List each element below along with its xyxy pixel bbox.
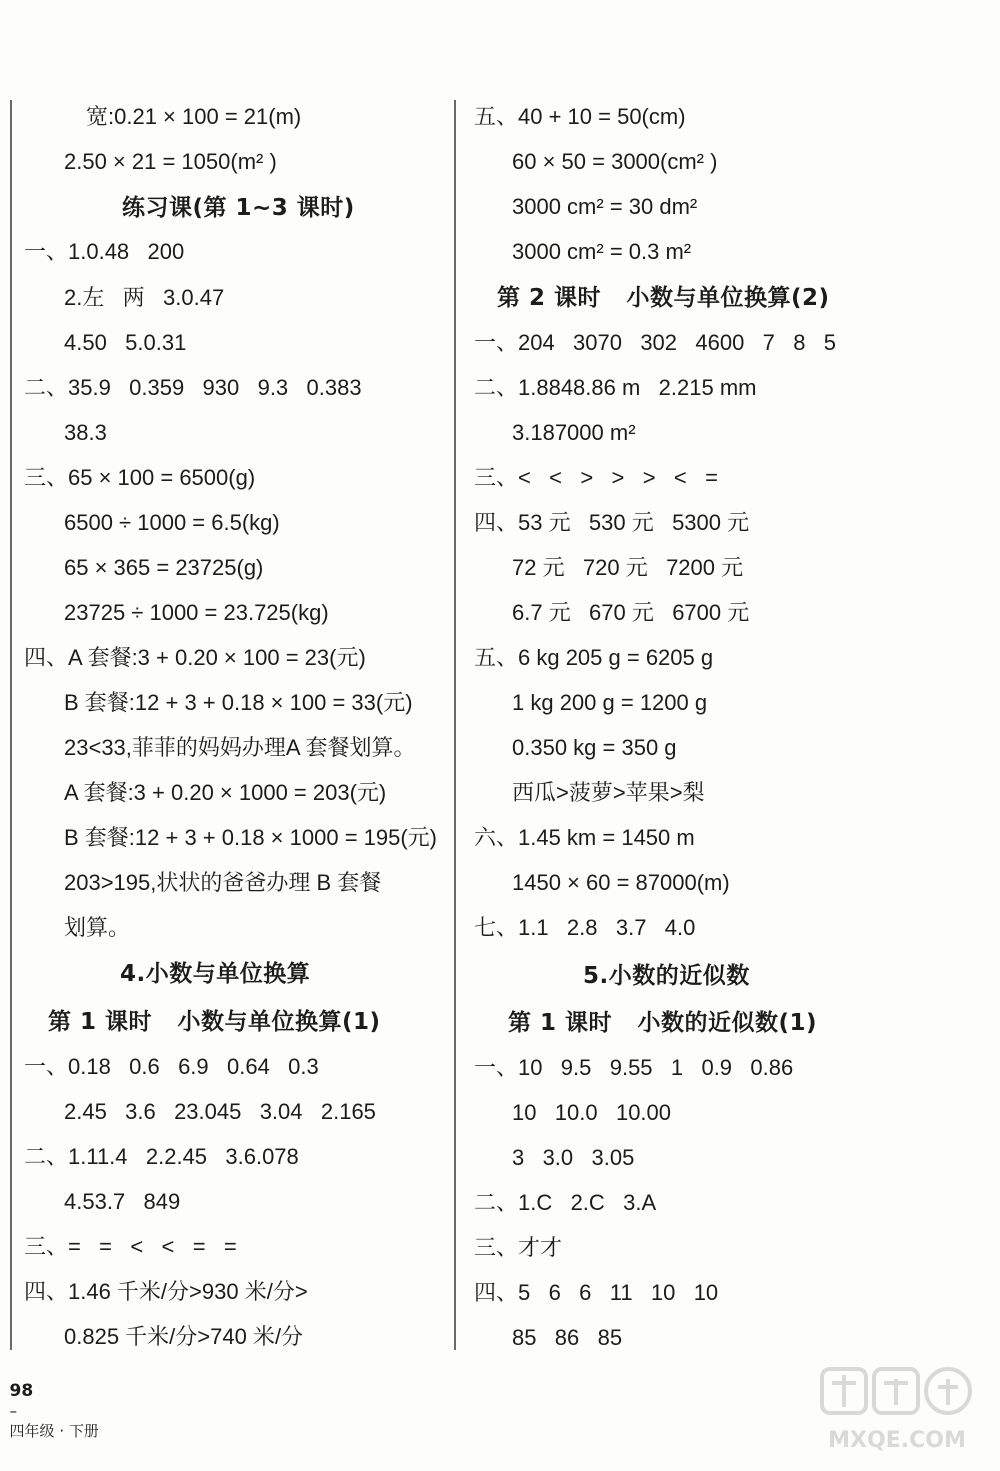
answer-line: 2.50 × 21 = 1050(m² ) [64, 149, 277, 174]
answer-line: 85 86 85 [512, 1325, 623, 1350]
footer-grade: 四年级 · 下册 [9, 1422, 99, 1440]
chapter-heading: 5.小数的近似数 [583, 963, 750, 989]
lesson-heading: 第 2 课时 小数与单位换算(2) [497, 285, 830, 311]
answer-line: 一、1.0.48 200 [24, 239, 185, 264]
answer-line: 4.50 5.0.31 [64, 330, 187, 355]
answer-line: B 套餐:12 + 3 + 0.18 × 100 = 33(元) [64, 690, 413, 715]
chapter-heading: 4.小数与单位换算 [120, 961, 311, 987]
answer-line: 38.3 [64, 420, 107, 445]
answer-line: 3 3.0 3.05 [512, 1145, 635, 1170]
answer-line: 三、= = < < = = [24, 1234, 237, 1259]
watermark-logo [812, 1361, 982, 1453]
answer-line: 一、10 9.5 9.55 1 0.9 0.86 [474, 1055, 794, 1080]
answer-line: 二、1.11.4 2.2.45 3.6.078 [24, 1144, 299, 1169]
answer-line: 23725 ÷ 1000 = 23.725(kg) [64, 600, 329, 625]
answer-line: 6500 ÷ 1000 = 6.5(kg) [64, 510, 280, 535]
answer-line: 四、A 套餐:3 + 0.20 × 100 = 23(元) [24, 645, 366, 670]
answer-line: 0.825 千米/分>740 米/分 [64, 1324, 304, 1349]
answer-line: 五、6 kg 205 g = 6205 g [474, 645, 714, 670]
answer-line: 3.187000 m² [512, 420, 636, 445]
answer-line: 二、1.C 2.C 3.A [474, 1190, 657, 1215]
answer-line: 四、53 元 530 元 5300 元 [474, 510, 750, 535]
answer-line: 3000 cm² = 0.3 m² [512, 239, 692, 264]
answer-line: 三、才才 [474, 1235, 563, 1260]
answer-line: 二、35.9 0.359 930 9.3 0.383 [24, 375, 362, 400]
answer-line: 203>195,状状的爸爸办理 B 套餐 [64, 870, 382, 895]
answer-line: 七、1.1 2.8 3.7 4.0 [474, 915, 696, 940]
answer-line: 划算。 [64, 915, 131, 940]
answer-line: 65 × 365 = 23725(g) [64, 555, 264, 580]
answer-line: A 套餐:3 + 0.20 × 1000 = 203(元) [64, 780, 387, 805]
answer-line: 1 kg 200 g = 1200 g [512, 690, 708, 715]
center-column-rule [454, 100, 456, 1350]
answer-line: 6.7 元 670 元 6700 元 [512, 600, 750, 625]
answer-line: 72 元 720 元 7200 元 [512, 555, 744, 580]
answer-line: 1450 × 60 = 87000(m) [512, 870, 730, 895]
footer-dash: – [9, 1402, 18, 1420]
answer-line: 西瓜>菠萝>苹果>梨 [512, 780, 705, 805]
answer-line: 五、40 + 10 = 50(cm) [474, 104, 686, 129]
watermark-text: MXQE.COM [828, 1428, 966, 1453]
answer-line: 10 10.0 10.00 [512, 1100, 672, 1125]
answer-line: 六、1.45 km = 1450 m [474, 825, 695, 850]
answer-line: 3000 cm² = 30 dm² [512, 194, 698, 219]
answer-line: 二、1.8848.86 m 2.215 mm [474, 375, 757, 400]
answer-line: 三、< < > > > < = [474, 465, 718, 490]
answer-line: 2.左 两 3.0.47 [64, 285, 225, 310]
answer-line: 四、1.46 千米/分>930 米/分> [24, 1279, 308, 1304]
answer-line: 一、0.18 0.6 6.9 0.64 0.3 [24, 1054, 319, 1079]
page-number: 98 [9, 1381, 34, 1401]
answer-line: B 套餐:12 + 3 + 0.18 × 1000 = 195(元) [64, 825, 438, 850]
answer-line: 宽:0.21 × 100 = 21(m) [86, 104, 302, 129]
answer-line: 一、204 3070 302 4600 7 8 5 [474, 330, 837, 355]
answer-line: 三、65 × 100 = 6500(g) [24, 465, 256, 490]
answer-line: 4.53.7 849 [64, 1189, 181, 1214]
answer-line: 2.45 3.6 23.045 3.04 2.165 [64, 1099, 376, 1124]
lesson-heading: 第 1 课时 小数的近似数(1) [508, 1010, 818, 1036]
lesson-heading: 第 1 课时 小数与单位换算(1) [48, 1009, 381, 1035]
page-footer [0, 1361, 99, 1441]
answer-line: 0.350 kg = 350 g [512, 735, 677, 760]
left-column-rule [10, 100, 12, 1350]
answer-line: 23<33,菲菲的妈妈办理A 套餐划算。 [64, 735, 416, 760]
watermark-icon [812, 1361, 982, 1427]
answer-line: 四、5 6 6 11 10 10 [474, 1280, 719, 1305]
answer-line: 60 × 50 = 3000(cm² ) [512, 149, 718, 174]
section-heading: 练习课(第 1~3 课时) [122, 195, 355, 221]
